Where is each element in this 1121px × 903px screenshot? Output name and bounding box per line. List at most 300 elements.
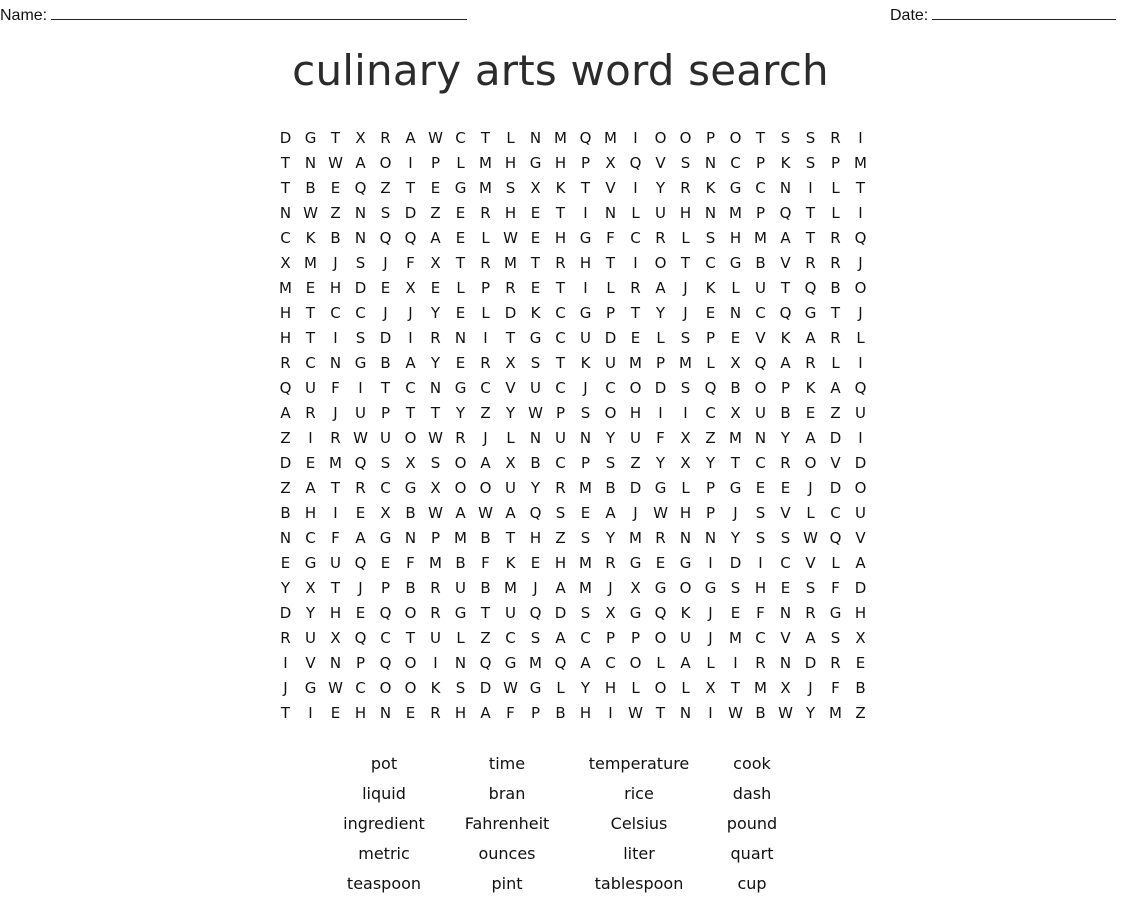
grid-letter: U bbox=[855, 404, 866, 422]
grid-letter: P bbox=[655, 354, 666, 372]
grid-letter: U bbox=[555, 429, 566, 447]
grid-letter: J bbox=[608, 579, 613, 597]
grid-letter: G bbox=[454, 179, 467, 197]
grid-letter: R bbox=[430, 604, 441, 622]
grid-letter: P bbox=[530, 704, 541, 722]
grid-letter: K bbox=[305, 229, 316, 247]
grid-letter: Y bbox=[605, 529, 616, 547]
grid-letter: E bbox=[530, 554, 541, 572]
grid-letter: C bbox=[405, 379, 416, 397]
grid-letter: Q bbox=[479, 654, 492, 672]
grid-letter: C bbox=[755, 454, 766, 472]
grid-letter: H bbox=[679, 204, 692, 222]
grid-letter: U bbox=[380, 429, 391, 447]
grid-letter: W bbox=[778, 704, 793, 722]
grid-letter: B bbox=[780, 404, 791, 422]
word-list-item: liquid bbox=[362, 784, 406, 803]
grid-letter: X bbox=[855, 629, 866, 647]
grid-letter: I bbox=[708, 704, 713, 722]
grid-letter: I bbox=[758, 554, 763, 572]
grid-letter: O bbox=[629, 654, 642, 672]
grid-letter: N bbox=[729, 304, 742, 322]
grid-letter: B bbox=[405, 504, 416, 522]
grid-letter: H bbox=[854, 604, 867, 622]
grid-letter: J bbox=[483, 429, 488, 447]
grid-letter: M bbox=[754, 679, 767, 697]
grid-letter: O bbox=[654, 254, 667, 272]
grid-letter: Q bbox=[854, 379, 867, 397]
grid-letter: O bbox=[654, 129, 667, 147]
grid-letter: J bbox=[858, 254, 863, 272]
date-blank-line[interactable] bbox=[932, 3, 1116, 20]
grid-letter: U bbox=[355, 404, 366, 422]
grid-letter: Y bbox=[805, 704, 816, 722]
grid-row bbox=[273, 703, 873, 728]
grid-letter: B bbox=[605, 479, 616, 497]
grid-letter: X bbox=[505, 354, 516, 372]
grid-letter: Q bbox=[379, 604, 392, 622]
word-list-item: teaspoon bbox=[346, 874, 422, 893]
grid-letter: I bbox=[858, 204, 863, 222]
grid-letter: T bbox=[730, 679, 741, 697]
grid-letter: V bbox=[780, 254, 791, 272]
grid-letter: D bbox=[554, 604, 567, 622]
grid-letter: H bbox=[629, 404, 642, 422]
grid-letter: Q bbox=[654, 604, 667, 622]
grid-letter: G bbox=[304, 679, 317, 697]
grid-letter: R bbox=[355, 479, 366, 497]
grid-letter: P bbox=[705, 329, 716, 347]
word-list-item: tablespoon bbox=[594, 874, 684, 893]
grid-letter: M bbox=[479, 154, 492, 172]
grid-letter: O bbox=[754, 379, 767, 397]
grid-letter: G bbox=[804, 304, 817, 322]
grid-letter: N bbox=[529, 429, 542, 447]
word-list-row bbox=[330, 813, 810, 843]
grid-letter: I bbox=[633, 179, 638, 197]
grid-letter: B bbox=[280, 504, 291, 522]
grid-letter: R bbox=[830, 654, 841, 672]
grid-letter: M bbox=[754, 229, 767, 247]
grid-letter: C bbox=[380, 479, 391, 497]
grid-letter: E bbox=[780, 579, 791, 597]
grid-letter: M bbox=[579, 479, 592, 497]
grid-letter: P bbox=[580, 454, 591, 472]
grid-letter: O bbox=[404, 679, 417, 697]
grid-letter: P bbox=[630, 629, 641, 647]
word-list bbox=[330, 753, 810, 903]
grid-letter: D bbox=[854, 454, 867, 472]
grid-letter: C bbox=[705, 254, 716, 272]
grid-letter: T bbox=[830, 304, 841, 322]
grid-letter: P bbox=[605, 304, 616, 322]
grid-letter: V bbox=[505, 379, 516, 397]
grid-letter: J bbox=[808, 479, 813, 497]
grid-row bbox=[273, 478, 873, 503]
grid-letter: I bbox=[308, 429, 313, 447]
grid-letter: D bbox=[729, 554, 742, 572]
grid-letter: E bbox=[380, 554, 391, 572]
grid-row bbox=[273, 503, 873, 528]
grid-letter: L bbox=[731, 279, 740, 297]
grid-letter: T bbox=[680, 254, 691, 272]
grid-letter: Y bbox=[530, 479, 541, 497]
date-field bbox=[890, 3, 1116, 25]
grid-letter: G bbox=[729, 479, 742, 497]
grid-letter: T bbox=[530, 254, 541, 272]
grid-letter: P bbox=[705, 504, 716, 522]
grid-letter: D bbox=[804, 654, 817, 672]
grid-letter: N bbox=[704, 529, 717, 547]
grid-letter: Z bbox=[830, 404, 841, 422]
grid-letter: H bbox=[579, 704, 592, 722]
grid-row bbox=[273, 128, 873, 153]
grid-letter: V bbox=[755, 329, 766, 347]
grid-letter: E bbox=[455, 229, 466, 247]
grid-letter: G bbox=[454, 604, 467, 622]
grid-letter: I bbox=[858, 429, 863, 447]
grid-letter: G bbox=[504, 654, 517, 672]
grid-letter: F bbox=[831, 679, 840, 697]
grid-letter: C bbox=[355, 679, 366, 697]
grid-letter: L bbox=[831, 554, 840, 572]
grid-letter: X bbox=[430, 479, 441, 497]
grid-letter: N bbox=[454, 329, 467, 347]
grid-letter: Y bbox=[430, 304, 441, 322]
grid-letter: S bbox=[355, 329, 366, 347]
grid-letter: E bbox=[405, 704, 416, 722]
grid-letter: G bbox=[529, 679, 542, 697]
grid-letter: S bbox=[805, 129, 816, 147]
page-title: culinary arts word search bbox=[292, 46, 829, 95]
grid-letter: M bbox=[329, 454, 342, 472]
grid-letter: M bbox=[729, 429, 742, 447]
grid-letter: A bbox=[555, 579, 566, 597]
grid-letter: C bbox=[505, 629, 516, 647]
grid-letter: T bbox=[555, 279, 566, 297]
grid-letter: A bbox=[605, 504, 616, 522]
grid-letter: S bbox=[830, 629, 841, 647]
date-label: Date: bbox=[890, 7, 929, 24]
grid-letter: X bbox=[605, 154, 616, 172]
grid-letter: I bbox=[633, 254, 638, 272]
grid-letter: J bbox=[583, 379, 588, 397]
grid-letter: M bbox=[729, 204, 742, 222]
grid-letter: Y bbox=[655, 304, 666, 322]
grid-letter: B bbox=[855, 679, 866, 697]
grid-letter: L bbox=[681, 479, 690, 497]
grid-letter: W bbox=[328, 154, 343, 172]
letter-grid bbox=[273, 128, 873, 728]
grid-letter: S bbox=[380, 454, 391, 472]
grid-letter: U bbox=[505, 604, 516, 622]
grid-letter: P bbox=[380, 404, 391, 422]
grid-letter: J bbox=[808, 679, 813, 697]
grid-letter: I bbox=[733, 654, 738, 672]
grid-letter: R bbox=[505, 279, 516, 297]
grid-letter: D bbox=[479, 679, 492, 697]
grid-letter: A bbox=[580, 654, 591, 672]
grid-letter: J bbox=[358, 579, 363, 597]
grid-letter: C bbox=[755, 179, 766, 197]
grid-letter: D bbox=[829, 479, 842, 497]
grid-letter: D bbox=[504, 304, 517, 322]
grid-letter: T bbox=[655, 704, 666, 722]
grid-letter: L bbox=[681, 229, 690, 247]
grid-letter: Y bbox=[655, 179, 666, 197]
grid-letter: T bbox=[405, 179, 416, 197]
grid-letter: G bbox=[654, 479, 667, 497]
grid-letter: W bbox=[528, 404, 543, 422]
grid-letter: O bbox=[654, 629, 667, 647]
grid-letter: D bbox=[629, 479, 642, 497]
grid-letter: O bbox=[854, 279, 867, 297]
grid-letter: R bbox=[830, 129, 841, 147]
grid-letter: L bbox=[481, 304, 490, 322]
grid-letter: M bbox=[829, 704, 842, 722]
grid-letter: M bbox=[529, 654, 542, 672]
grid-letter: R bbox=[655, 529, 666, 547]
grid-row bbox=[273, 278, 873, 303]
grid-letter: T bbox=[480, 604, 491, 622]
grid-letter: Y bbox=[305, 604, 316, 622]
grid-letter: J bbox=[683, 279, 688, 297]
grid-letter: P bbox=[755, 204, 766, 222]
grid-letter: U bbox=[305, 379, 316, 397]
grid-letter: I bbox=[708, 554, 713, 572]
grid-letter: T bbox=[405, 629, 416, 647]
grid-letter: T bbox=[805, 229, 816, 247]
grid-letter: N bbox=[304, 154, 317, 172]
grid-letter: E bbox=[430, 279, 441, 297]
grid-letter: A bbox=[455, 504, 466, 522]
grid-letter: R bbox=[455, 429, 466, 447]
grid-row bbox=[273, 678, 873, 703]
grid-letter: J bbox=[858, 304, 863, 322]
grid-letter: Q bbox=[779, 304, 792, 322]
grid-letter: X bbox=[380, 504, 391, 522]
grid-letter: G bbox=[729, 254, 742, 272]
grid-letter: U bbox=[305, 629, 316, 647]
grid-letter: A bbox=[355, 154, 366, 172]
grid-letter: E bbox=[330, 179, 341, 197]
grid-row bbox=[273, 628, 873, 653]
grid-letter: K bbox=[580, 354, 591, 372]
grid-letter: D bbox=[379, 329, 392, 347]
grid-letter: K bbox=[705, 179, 716, 197]
grid-letter: C bbox=[280, 229, 291, 247]
grid-letter: N bbox=[279, 204, 292, 222]
grid-letter: Y bbox=[455, 404, 466, 422]
grid-letter: E bbox=[430, 179, 441, 197]
grid-letter: Q bbox=[854, 229, 867, 247]
grid-letter: J bbox=[333, 254, 338, 272]
grid-letter: D bbox=[279, 454, 292, 472]
grid-letter: O bbox=[379, 154, 392, 172]
grid-letter: S bbox=[705, 229, 716, 247]
grid-letter: M bbox=[454, 529, 467, 547]
grid-letter: C bbox=[630, 229, 641, 247]
grid-letter: W bbox=[478, 504, 493, 522]
grid-letter: S bbox=[680, 154, 691, 172]
grid-letter: M bbox=[729, 629, 742, 647]
grid-letter: B bbox=[830, 279, 841, 297]
grid-letter: Q bbox=[279, 379, 292, 397]
grid-letter: A bbox=[780, 229, 791, 247]
grid-letter: U bbox=[455, 579, 466, 597]
grid-letter: W bbox=[303, 204, 318, 222]
grid-letter: A bbox=[655, 279, 666, 297]
grid-letter: H bbox=[304, 504, 317, 522]
grid-letter: C bbox=[580, 629, 591, 647]
grid-letter: G bbox=[629, 604, 642, 622]
grid-letter: N bbox=[429, 379, 442, 397]
grid-letter: L bbox=[681, 679, 690, 697]
grid-letter: T bbox=[305, 304, 316, 322]
grid-letter: E bbox=[805, 404, 816, 422]
grid-letter: A bbox=[805, 629, 816, 647]
grid-letter: W bbox=[653, 504, 668, 522]
grid-letter: Q bbox=[354, 179, 367, 197]
grid-letter: J bbox=[283, 679, 288, 697]
grid-letter: L bbox=[706, 354, 715, 372]
grid-letter: M bbox=[504, 579, 517, 597]
grid-letter: Z bbox=[705, 429, 716, 447]
grid-letter: T bbox=[330, 579, 341, 597]
grid-letter: N bbox=[354, 229, 367, 247]
grid-letter: G bbox=[304, 554, 317, 572]
grid-letter: A bbox=[305, 479, 316, 497]
grid-letter: M bbox=[629, 529, 642, 547]
grid-letter: Q bbox=[829, 529, 842, 547]
grid-letter: O bbox=[404, 429, 417, 447]
grid-row bbox=[273, 453, 873, 478]
grid-letter: P bbox=[605, 629, 616, 647]
grid-letter: Q bbox=[579, 129, 592, 147]
grid-letter: H bbox=[504, 154, 517, 172]
grid-letter: R bbox=[430, 704, 441, 722]
grid-letter: S bbox=[680, 329, 691, 347]
grid-letter: R bbox=[805, 354, 816, 372]
grid-letter: T bbox=[605, 254, 616, 272]
grid-letter: J bbox=[408, 304, 413, 322]
grid-letter: L bbox=[706, 654, 715, 672]
grid-letter: N bbox=[679, 704, 692, 722]
grid-letter: T bbox=[330, 129, 341, 147]
grid-letter: D bbox=[654, 379, 667, 397]
grid-row bbox=[273, 303, 873, 328]
grid-letter: A bbox=[355, 529, 366, 547]
grid-letter: K bbox=[505, 554, 516, 572]
grid-row bbox=[273, 178, 873, 203]
grid-letter: Q bbox=[554, 654, 567, 672]
grid-letter: T bbox=[380, 379, 391, 397]
grid-letter: S bbox=[580, 604, 591, 622]
grid-letter: W bbox=[328, 679, 343, 697]
grid-letter: S bbox=[530, 629, 541, 647]
grid-letter: N bbox=[779, 179, 792, 197]
grid-letter: T bbox=[730, 454, 741, 472]
grid-letter: P bbox=[580, 154, 591, 172]
grid-letter: Q bbox=[629, 154, 642, 172]
grid-letter: E bbox=[455, 354, 466, 372]
grid-letter: M bbox=[629, 354, 642, 372]
grid-letter: K bbox=[555, 179, 566, 197]
grid-letter: E bbox=[455, 304, 466, 322]
grid-letter: U bbox=[755, 404, 766, 422]
grid-letter: A bbox=[505, 504, 516, 522]
grid-letter: V bbox=[830, 454, 841, 472]
grid-letter: B bbox=[480, 579, 491, 597]
grid-letter: L bbox=[831, 179, 840, 197]
grid-letter: L bbox=[556, 679, 565, 697]
word-list-item: dash bbox=[732, 784, 772, 803]
grid-row bbox=[273, 378, 873, 403]
grid-letter: Y bbox=[280, 579, 291, 597]
grid-letter: I bbox=[808, 179, 813, 197]
grid-letter: G bbox=[304, 129, 317, 147]
grid-letter: E bbox=[355, 504, 366, 522]
name-blank-line[interactable] bbox=[51, 3, 467, 20]
grid-letter: T bbox=[455, 254, 466, 272]
grid-letter: N bbox=[604, 204, 617, 222]
grid-row bbox=[273, 653, 873, 678]
grid-letter: U bbox=[580, 329, 591, 347]
grid-letter: A bbox=[405, 354, 416, 372]
grid-letter: D bbox=[354, 279, 367, 297]
grid-letter: H bbox=[279, 329, 292, 347]
grid-letter: T bbox=[280, 179, 291, 197]
grid-letter: G bbox=[704, 579, 717, 597]
grid-letter: Y bbox=[780, 429, 791, 447]
word-list-item: ounces bbox=[478, 844, 536, 863]
grid-letter: K bbox=[430, 679, 441, 697]
grid-letter: L bbox=[831, 354, 840, 372]
word-list-item: metric bbox=[358, 844, 410, 863]
grid-letter: R bbox=[480, 204, 491, 222]
grid-row bbox=[273, 603, 873, 628]
word-list-item: cook bbox=[733, 754, 771, 773]
grid-letter: I bbox=[433, 654, 438, 672]
grid-letter: T bbox=[505, 329, 516, 347]
grid-letter: E bbox=[755, 479, 766, 497]
grid-letter: S bbox=[730, 579, 741, 597]
grid-letter: A bbox=[480, 704, 491, 722]
grid-letter: L bbox=[481, 229, 490, 247]
grid-letter: F bbox=[331, 379, 340, 397]
grid-letter: W bbox=[728, 704, 743, 722]
grid-letter: A bbox=[680, 654, 691, 672]
grid-letter: R bbox=[430, 329, 441, 347]
grid-letter: S bbox=[755, 504, 766, 522]
grid-letter: P bbox=[430, 529, 441, 547]
grid-letter: E bbox=[630, 329, 641, 347]
grid-letter: W bbox=[428, 504, 443, 522]
grid-letter: T bbox=[505, 529, 516, 547]
grid-letter: P bbox=[480, 279, 491, 297]
grid-letter: G bbox=[379, 529, 392, 547]
grid-letter: L bbox=[631, 204, 640, 222]
grid-letter: G bbox=[579, 229, 592, 247]
grid-letter: H bbox=[329, 279, 342, 297]
grid-letter: M bbox=[604, 129, 617, 147]
grid-letter: V bbox=[780, 504, 791, 522]
grid-letter: R bbox=[280, 354, 291, 372]
word-list-row bbox=[330, 783, 810, 813]
grid-letter: V bbox=[855, 529, 866, 547]
grid-letter: L bbox=[656, 329, 665, 347]
grid-letter: W bbox=[503, 679, 518, 697]
